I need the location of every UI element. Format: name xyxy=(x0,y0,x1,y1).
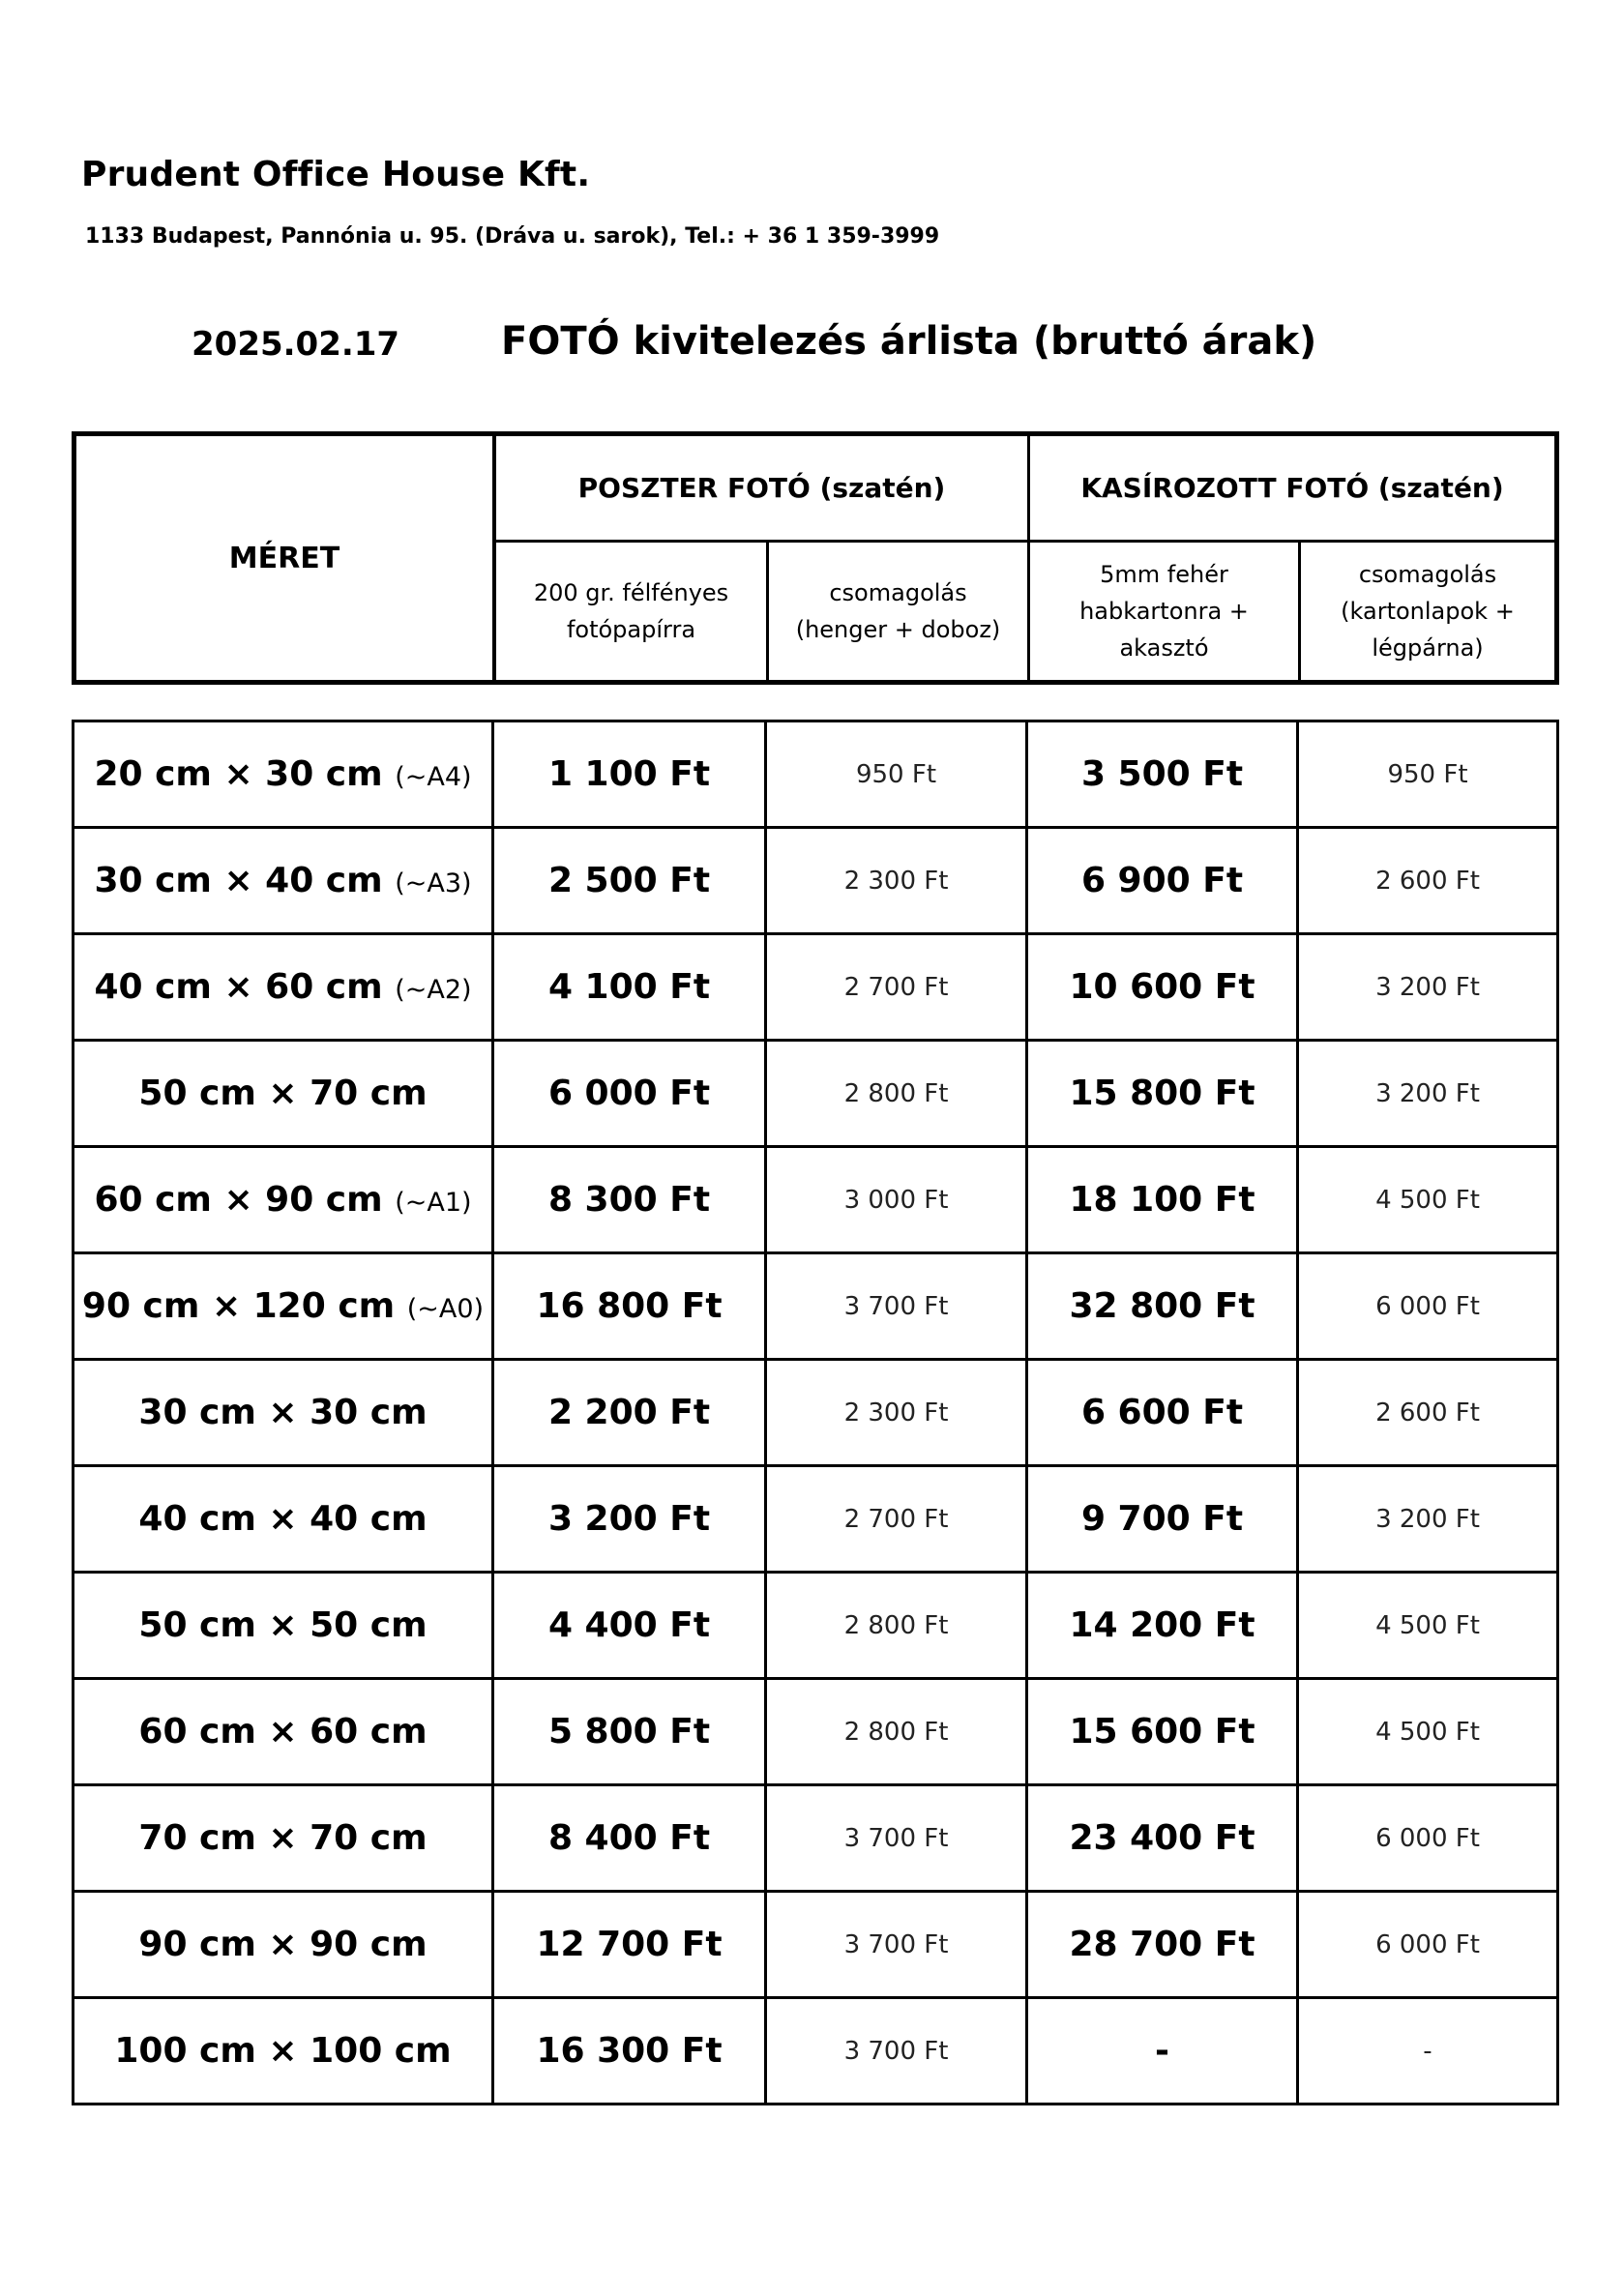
header-text-line: fotópapírra xyxy=(566,616,696,643)
table-row xyxy=(74,1573,1558,1679)
header-text-line: 5mm fehér xyxy=(1100,561,1228,588)
poster-packaging-price-cell: 2 700 Ft xyxy=(766,1466,1027,1573)
poster-price-cell: 4 100 Ft xyxy=(493,934,766,1041)
mounted-packaging-price-cell: 2 600 Ft xyxy=(1298,828,1558,934)
table-row xyxy=(74,1785,1558,1892)
mounted-packaging-price-cell: 6 000 Ft xyxy=(1298,1785,1558,1892)
size-value: 20 cm × 30 cm xyxy=(94,754,383,794)
mounted-packaging-price-cell: 3 200 Ft xyxy=(1298,1466,1558,1573)
size-cell xyxy=(74,1785,493,1892)
poster-packaging-price-cell: 2 800 Ft xyxy=(766,1573,1027,1679)
poster-price-cell: 4 400 Ft xyxy=(493,1573,766,1679)
size-value: 30 cm × 30 cm xyxy=(138,1393,428,1432)
size-cell xyxy=(74,1892,493,1998)
mounted-price-cell: 28 700 Ft xyxy=(1027,1892,1298,1998)
header-poster-paper xyxy=(496,543,769,680)
header-text-line: (henger + doboz) xyxy=(795,616,1001,643)
price-list-date: 2025.02.17 xyxy=(192,325,400,364)
poster-packaging-price-cell: 3 700 Ft xyxy=(766,1253,1027,1360)
poster-price-cell: 12 700 Ft xyxy=(493,1892,766,1998)
poster-price-cell: 5 800 Ft xyxy=(493,1679,766,1785)
mounted-packaging-price-cell: 4 500 Ft xyxy=(1298,1573,1558,1679)
mounted-packaging-price-cell: 4 500 Ft xyxy=(1298,1679,1558,1785)
header-text-line: légpárna) xyxy=(1372,634,1484,662)
header-text-line: habkartonra + xyxy=(1079,598,1249,625)
header-text-line: (kartonlapok + xyxy=(1341,598,1515,625)
mounted-price-cell: 15 600 Ft xyxy=(1027,1679,1298,1785)
mounted-packaging-price-cell: - xyxy=(1298,1998,1558,2105)
table-row xyxy=(74,1998,1558,2105)
mounted-price-cell: 14 200 Ft xyxy=(1027,1573,1298,1679)
table-row xyxy=(74,1147,1558,1253)
table-row xyxy=(74,1679,1558,1785)
header-text-line: akasztó xyxy=(1119,634,1209,662)
header-text-line: csomagolás xyxy=(829,579,967,606)
size-cell xyxy=(74,721,493,828)
poster-packaging-price-cell: 2 700 Ft xyxy=(766,934,1027,1041)
price-table-header xyxy=(72,431,1559,685)
table-row xyxy=(74,1253,1558,1360)
mounted-price-cell: 6 600 Ft xyxy=(1027,1360,1298,1466)
size-cell xyxy=(74,1573,493,1679)
size-cell xyxy=(74,1998,493,2105)
header-text-line: csomagolás xyxy=(1358,561,1497,588)
table-row xyxy=(74,1041,1558,1147)
mounted-price-cell: 9 700 Ft xyxy=(1027,1466,1298,1573)
header-mounted-board xyxy=(1030,543,1301,680)
mounted-price-cell: - xyxy=(1027,1998,1298,2105)
poster-packaging-price-cell: 2 300 Ft xyxy=(766,1360,1027,1466)
poster-packaging-price-cell: 2 800 Ft xyxy=(766,1679,1027,1785)
table-row xyxy=(74,1360,1558,1466)
size-value: 50 cm × 50 cm xyxy=(138,1605,428,1645)
poster-packaging-price-cell: 3 700 Ft xyxy=(766,1998,1027,2105)
paper-size-approx: (~A0) xyxy=(406,1294,485,1324)
mounted-price-cell: 6 900 Ft xyxy=(1027,828,1298,934)
poster-price-cell: 16 800 Ft xyxy=(493,1253,766,1360)
header-mounted-photo: KASÍROZOTT FOTÓ (szatén) xyxy=(1030,436,1554,543)
size-cell xyxy=(74,934,493,1041)
poster-price-cell: 2 200 Ft xyxy=(493,1360,766,1466)
mounted-price-cell: 10 600 Ft xyxy=(1027,934,1298,1041)
header-poster-packaging xyxy=(769,543,1030,680)
poster-packaging-price-cell: 2 300 Ft xyxy=(766,828,1027,934)
header-poster-photo: POSZTER FOTÓ (szatén) xyxy=(496,436,1030,543)
size-value: 40 cm × 40 cm xyxy=(138,1499,428,1539)
size-cell xyxy=(74,1147,493,1253)
size-value: 100 cm × 100 cm xyxy=(114,2031,452,2071)
size-value: 90 cm × 90 cm xyxy=(138,1925,428,1964)
size-value: 70 cm × 70 cm xyxy=(138,1818,428,1858)
size-cell xyxy=(74,1253,493,1360)
size-cell xyxy=(74,1041,493,1147)
poster-price-cell: 1 100 Ft xyxy=(493,721,766,828)
paper-size-approx: (~A3) xyxy=(395,868,472,898)
size-value: 40 cm × 60 cm xyxy=(94,967,383,1007)
table-row xyxy=(74,1892,1558,1998)
poster-price-cell: 6 000 Ft xyxy=(493,1041,766,1147)
header-size: MÉRET xyxy=(76,436,496,680)
poster-packaging-price-cell: 3 000 Ft xyxy=(766,1147,1027,1253)
size-value: 90 cm × 120 cm xyxy=(81,1286,396,1326)
paper-size-approx: (~A4) xyxy=(395,762,472,792)
mounted-packaging-price-cell: 6 000 Ft xyxy=(1298,1892,1558,1998)
mounted-price-cell: 32 800 Ft xyxy=(1027,1253,1298,1360)
table-row xyxy=(74,934,1558,1041)
paper-size-approx: (~A2) xyxy=(395,975,472,1005)
size-value: 60 cm × 90 cm xyxy=(94,1180,383,1220)
mounted-packaging-price-cell: 6 000 Ft xyxy=(1298,1253,1558,1360)
mounted-packaging-price-cell: 4 500 Ft xyxy=(1298,1147,1558,1253)
mounted-packaging-price-cell: 3 200 Ft xyxy=(1298,934,1558,1041)
table-row xyxy=(74,828,1558,934)
size-value: 60 cm × 60 cm xyxy=(138,1712,428,1751)
poster-price-cell: 3 200 Ft xyxy=(493,1466,766,1573)
mounted-packaging-price-cell: 950 Ft xyxy=(1298,721,1558,828)
size-value: 30 cm × 40 cm xyxy=(94,861,383,900)
price-table xyxy=(72,720,1559,2105)
poster-packaging-price-cell: 3 700 Ft xyxy=(766,1785,1027,1892)
size-value: 50 cm × 70 cm xyxy=(138,1074,428,1113)
size-cell xyxy=(74,828,493,934)
mounted-packaging-price-cell: 3 200 Ft xyxy=(1298,1041,1558,1147)
mounted-packaging-price-cell: 2 600 Ft xyxy=(1298,1360,1558,1466)
table-row xyxy=(74,721,1558,828)
page-title: FOTÓ kivitelezés árlista (bruttó árak) xyxy=(501,319,1317,364)
poster-packaging-price-cell: 2 800 Ft xyxy=(766,1041,1027,1147)
size-cell xyxy=(74,1466,493,1573)
header-mounted-packaging xyxy=(1301,543,1554,680)
mounted-price-cell: 3 500 Ft xyxy=(1027,721,1298,828)
company-name: Prudent Office House Kft. xyxy=(81,155,591,194)
poster-price-cell: 2 500 Ft xyxy=(493,828,766,934)
mounted-price-cell: 15 800 Ft xyxy=(1027,1041,1298,1147)
size-cell xyxy=(74,1679,493,1785)
mounted-price-cell: 23 400 Ft xyxy=(1027,1785,1298,1892)
paper-size-approx: (~A1) xyxy=(395,1188,472,1218)
poster-price-cell: 8 400 Ft xyxy=(493,1785,766,1892)
poster-packaging-price-cell: 3 700 Ft xyxy=(766,1892,1027,1998)
size-cell xyxy=(74,1360,493,1466)
table-row xyxy=(74,1466,1558,1573)
poster-packaging-price-cell: 950 Ft xyxy=(766,721,1027,828)
poster-price-cell: 8 300 Ft xyxy=(493,1147,766,1253)
poster-price-cell: 16 300 Ft xyxy=(493,1998,766,2105)
header-text-line: 200 gr. félfényes xyxy=(533,579,729,606)
mounted-price-cell: 18 100 Ft xyxy=(1027,1147,1298,1253)
company-address: 1133 Budapest, Pannónia u. 95. (Dráva u. sarok), Tel.: + 36 1 359-3999 xyxy=(85,224,940,249)
